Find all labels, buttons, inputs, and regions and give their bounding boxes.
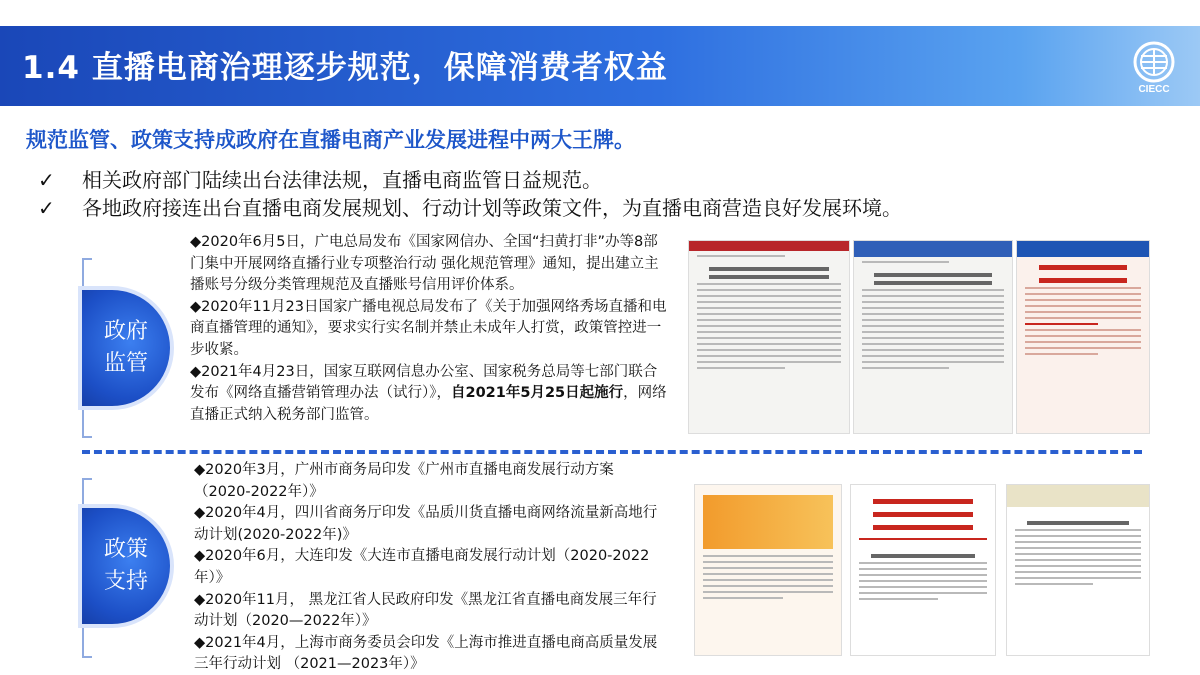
policy-label-line2: 支持 [103, 569, 148, 594]
page-title: 1.4 直播电商治理逐步规范，保障消费者权益 [22, 50, 668, 86]
check-text: 相关政府部门陆续出台法律法规，直播电商监管日益规范。 [82, 168, 602, 192]
checkmark-icon: ✓ [38, 168, 55, 192]
title-banner [0, 26, 1200, 106]
policy-item-list [194, 460, 668, 675]
section-divider [82, 450, 1142, 454]
logo-emblem-icon [1124, 40, 1184, 84]
policy-label-line1: 政策 [103, 537, 148, 562]
document-thumbnail [688, 240, 850, 434]
document-thumbnail [853, 240, 1013, 434]
document-thumbnail [1006, 484, 1150, 656]
subtitle: 规范监管、政策支持成政府在直播电商产业发展进程中两大王牌。 [26, 128, 635, 152]
ciecc-logo [1124, 40, 1184, 98]
check-item [38, 192, 902, 221]
document-thumbnail [1016, 240, 1150, 434]
check-text: 各地政府接连出台直播电商发展规划、行动计划等政策文件，为直播电商营造良好发展环境。 [82, 196, 902, 220]
gov-label-badge [82, 290, 170, 406]
checkmark-icon: ✓ [38, 196, 55, 220]
gov-item: ◆2021年4月23日，国家互联网信息办公室、国家税务总局等七部门联合发布《网络直播营销管理办法（试行）》，自2021年5月25日起施行，网络直播正式纳入税务部门监管。 [190, 363, 667, 423]
gov-label-line2: 监管 [103, 351, 148, 376]
document-thumbnail [694, 484, 842, 656]
effective-date: 自2021年5月25日起施行 [451, 385, 624, 402]
policy-item: ◆2021年4月，上海市商务委员会印发《上海市推进直播电商高质量发展三年行动计划 （2021—2023年）》 [194, 634, 658, 673]
policy-label-badge [82, 508, 170, 624]
gov-item-list [190, 232, 668, 426]
policy-item: ◆2020年11月， 黑龙江省人民政府印发《黑龙江省直播电商发展三年行动计划（2020—2022年）》 [194, 591, 657, 630]
check-item [38, 164, 602, 193]
logo-text: CIECC [1138, 84, 1170, 95]
gov-item: ◆2020年6月5日，广电总局发布《国家网信办、全国“扫黄打非”办等8部门集中开展网络直播行业专项整治行动 强化规范管理》通知，提出建立主播账号分级分类管理规范及直播账号信用评价体系。 [190, 234, 659, 294]
gov-label-line1: 政府 [103, 319, 148, 344]
policy-item: ◆2020年4月，四川省商务厅印发《品质川货直播电商网络流量新高地行动计划(2020-2022年)》 [194, 505, 658, 543]
gov-item: ◆2020年11月23日国家广播电视总局发布了《关于加强网络秀场直播和电商直播管理的通知》，要求实行实名制并禁止未成年人打赏，政策管控进一步收紧。 [190, 298, 667, 358]
document-thumbnail [850, 484, 996, 656]
policy-item: ◆2020年3月，广州市商务局印发《广州市直播电商发展行动方案（2020-2022年）》 [194, 462, 614, 500]
policy-item: ◆2020年6月，大连印发《大连市直播电商发展行动计划（2020-2022年）》 [194, 548, 650, 586]
